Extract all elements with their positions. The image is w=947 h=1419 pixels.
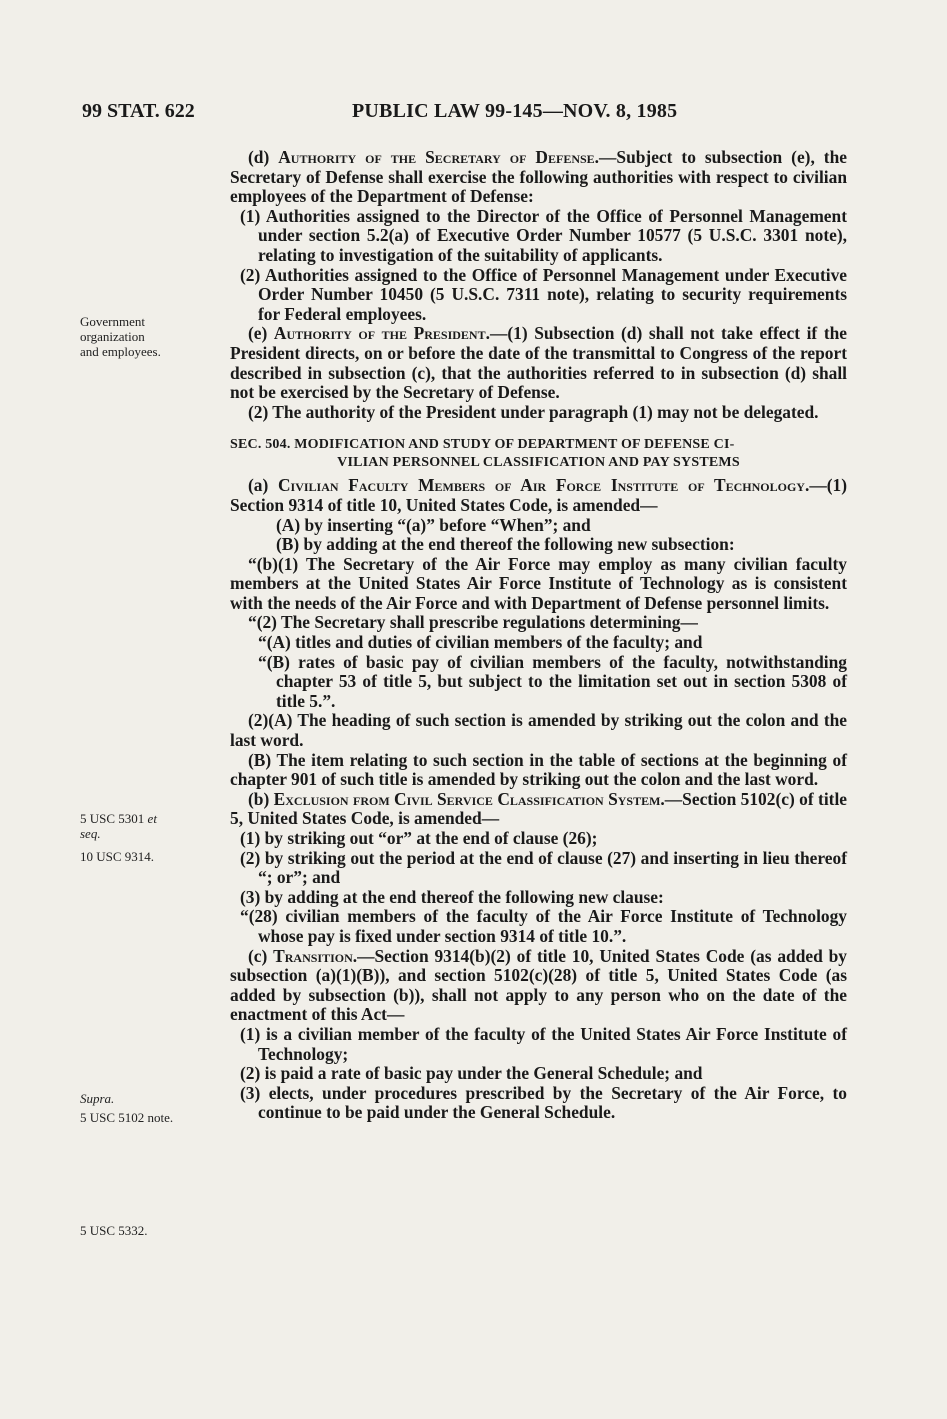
- paragraph-c1: (1) is a civilian member of the faculty of the United States Air Force Institute of Technology;: [240, 1023, 847, 1064]
- margin-note-10usc9314: 10 USC 9314.: [80, 849, 155, 864]
- paragraph-b3: (3) by adding at the end thereof the following new clause:: [240, 886, 664, 907]
- statute-body: [230, 148, 847, 1123]
- subsection-b: (b) Exclusion from Civil Service Classification System.—Section 5102(c) of title 5, United States Code, is amended—: [230, 788, 847, 829]
- margin-note-5usc5301: 5 USC 5301 et seq.: [80, 811, 157, 841]
- statute-page-number: 99 STAT. 622: [82, 100, 195, 122]
- paragraph-c3: (3) elects, under procedures prescribed by the Secretary of the Air Force, to continue to be paid under the General Schedule.: [240, 1082, 847, 1123]
- margin-note-5usc5102: 5 USC 5102 note.: [80, 1110, 174, 1125]
- paragraph-b1: (1) by striking out “or” at the end of clause (26);: [240, 828, 598, 848]
- paragraph-b2: (2) by striking out the period at the end of clause (27) and inserting in lieu thereof “; or”; and: [240, 847, 847, 888]
- paragraph-a2-A: (2)(A) The heading of such section is amended by striking out the colon and the last word.: [230, 710, 847, 751]
- quoted-b1: “(b)(1) The Secretary of the Air Force may employ as many civilian faculty members at the United States Air Force Institute of Technology as is consistent with the needs of the Air Force and with Department of Defense personnel limits.: [230, 553, 847, 613]
- subsection-c: (c) Transition.—Section 9314(b)(2) of title 10, United States Code (as added by subsection (a)(1)(B)), and section 5102(c)(28) of title 5, United States Code (as added by subsection (b)), shall not apply to any person who on the date of the enactment of this Act—: [230, 945, 847, 1025]
- quoted-clause-28: “(28) civilian members of the faculty of the Air Force Institute of Technology whose pay is fixed under section 9314 of title 10.”.: [240, 906, 847, 946]
- margin-note-government-organization: Government organization and employees.: [80, 314, 161, 359]
- margin-note-supra: Supra.: [80, 1091, 115, 1106]
- clause-a-B: (B) by adding at the end thereof the following new subsection:: [276, 534, 735, 555]
- subsection-e: (e) Authority of the President.—(1) Subsection (d) shall not take effect if the President directs, on or before the date of the transmittal to Congress of the report described in subsection (c), that the authorities referred to in subsection (d) shall not be exercised by the Secretary of Defense.: [230, 323, 848, 403]
- clause-a-A: (A) by inserting “(a)” before “When”; and: [276, 514, 591, 535]
- paragraph-c2: (2) is paid a rate of basic pay under the General Schedule; and: [240, 1063, 703, 1084]
- quoted-b2-A: “(A) titles and duties of civilian members of the faculty; and: [258, 632, 703, 653]
- public-law-title: PUBLIC LAW 99-145—NOV. 8, 1985: [352, 100, 678, 122]
- subsection-a: (a) Civilian Faculty Members of Air Force Institute of Technology.—(1) Section 9314 of title 10, United States Code, is amended—: [230, 475, 847, 515]
- quoted-b2: “(2) The Secretary shall prescribe regulations determining—: [248, 612, 698, 633]
- paragraph-e2: (2) The authority of the President under paragraph (1) may not be delegated.: [248, 401, 819, 422]
- section-504-heading: SEC. 504. MODIFICATION AND STUDY OF DEPARTMENT OF DEFENSE CI- VILIAN PERSONNEL CLASSIFICATION AND PAY SYSTEMS: [230, 437, 740, 471]
- margin-note-5usc5332: 5 USC 5332.: [80, 1223, 148, 1238]
- subsection-d: (d) Authority of the Secretary of Defense.—Subject to subsection (e), the Secretary of Defense shall exercise the following authorities with respect to civilian employees of the Department of Defense:: [230, 147, 847, 207]
- paragraph-d2: (2) Authorities assigned to the Office of Personnel Management under Executive Order Number 10450 (5 U.S.C. 7311 note), relating to security requirements for Federal employees.: [240, 264, 847, 324]
- page-header: [82, 100, 846, 128]
- paragraph-d1: (1) Authorities assigned to the Director of the Office of Personnel Management under section 5.2(a) of Executive Order Number 10577 (5 U.S.C. 3301 note), relating to investigation of the suitability of applicants.: [240, 205, 847, 265]
- quoted-b2-B: “(B) rates of basic pay of civilian members of the faculty, notwithstanding chapter 53 of title 5, but subject to the limitation set out in section 5308 of title 5.”.: [258, 651, 847, 711]
- paragraph-a2-B: (B) The item relating to such section in the table of sections at the beginning of chapter 901 of such title is amended by striking out the colon and the last word.: [230, 749, 847, 790]
